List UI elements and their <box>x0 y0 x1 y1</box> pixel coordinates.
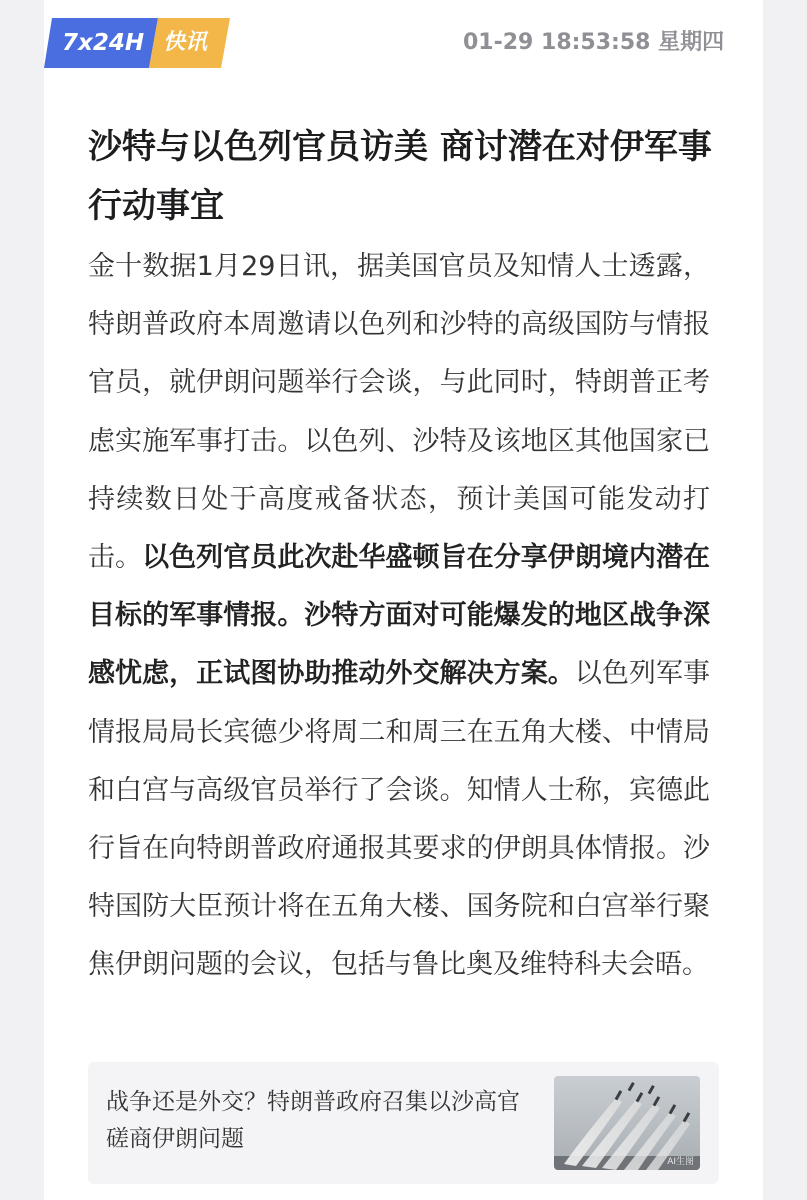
article-body <box>88 238 710 995</box>
publish-datetime: 01-29 18:53:58 星期四 <box>463 30 725 55</box>
related-article-title[interactable]: 战争还是外交？特朗普政府召集以沙高官磋商伊朗问题 <box>106 1089 520 1152</box>
badge-flash-label: 快讯 <box>163 30 208 55</box>
badge-7x24h-label: 7x24H <box>62 30 145 56</box>
related-article-thumbnail[interactable] <box>554 1076 700 1170</box>
body-text-part2: 以色列军事情报局局长宾德少将周二和周三在五角大楼、中情局和白宫与高级官员举行了会谈。知情人士称，宾德此行旨在向特朗普政府通报其要求的伊朗具体情报。沙特国防大臣预计将在五角大楼、国务院和白宫举行聚焦伊朗问题的会议，包括与鲁比奥及维特科夫会晤。 <box>88 658 711 981</box>
article-title: 沙特与以色列官员访美 商讨潜在对伊军事行动事宜 <box>88 127 712 226</box>
body-text-bold: 以色列官员此次赴华盛顿旨在分享伊朗境内潜在目标的军事情报。沙特方面对可能爆发的地区战争深感忧虑，正试图协助推动外交解决方案。 <box>88 542 711 690</box>
thumbnail-watermark: AI生图 <box>667 1157 694 1167</box>
related-article-card[interactable] <box>88 1062 719 1184</box>
flash-news-badge[interactable] <box>44 18 230 68</box>
body-text-part1: 金十数据1月29日讯，据美国官员及知情人士透露，特朗普政府本周邀请以色列和沙特的高级国防与情报官员，就伊朗问题举行会谈，与此同时，特朗普正考虑实施军事打击。以色列、沙特及该地区其他国家已持续数日处于高度戒备状态，预计美国可能发动打击。 <box>88 251 710 574</box>
